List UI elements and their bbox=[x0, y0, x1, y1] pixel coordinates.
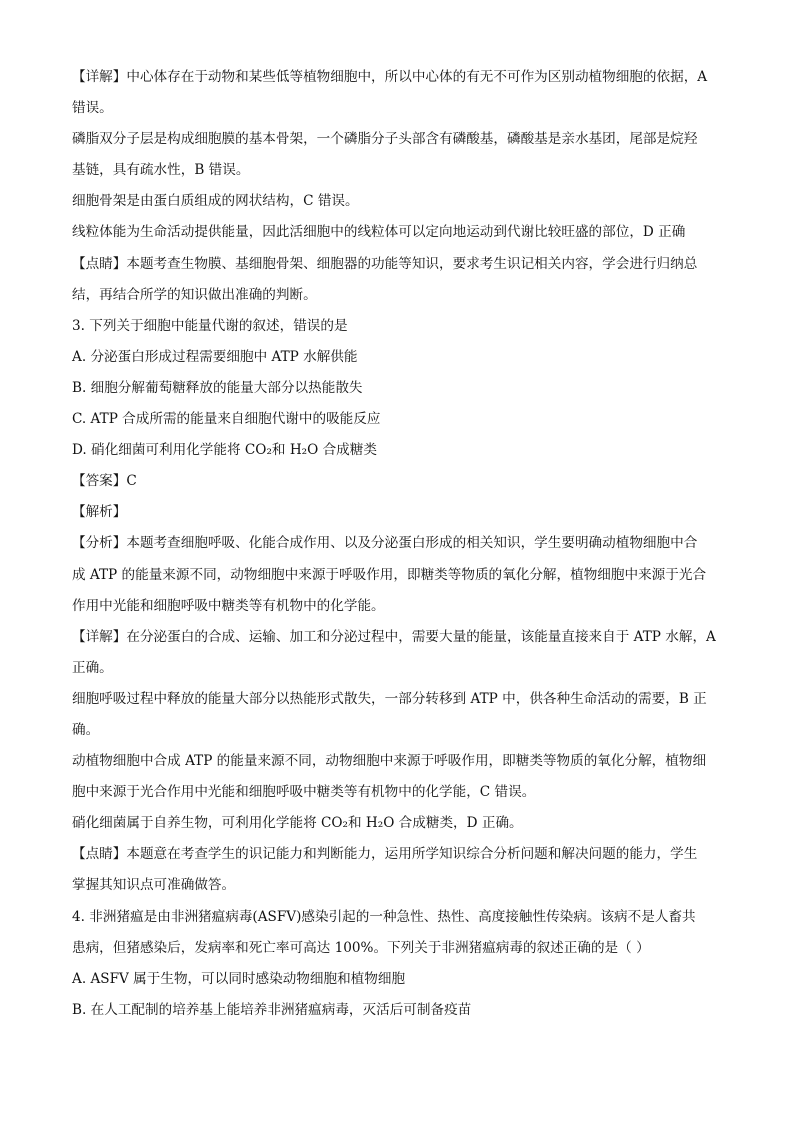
text-line: 作用中光能和细胞呼吸中糖类等有机物中的化学能。 bbox=[72, 597, 385, 614]
question-3-stem: 3. 下列关于细胞中能量代谢的叙述，错误的是 bbox=[72, 317, 348, 334]
text-line: 【点睛】本题考查生物膜、基细胞骨架、细胞器的功能等知识，要求考生识记相关内容，学会进行归纳总 bbox=[72, 255, 698, 272]
question-3-option-b: B. 细胞分解葡萄糖释放的能量大部分以热能散失 bbox=[72, 379, 363, 396]
question-4-stem: 4. 非洲猪瘟是由非洲猪瘟病毒(ASFV)感染引起的一种急性、热性、高度接触性传染病。该病不是人畜共 bbox=[72, 908, 696, 925]
text-line: 硝化细菌属于自养生物，可利用化学能将 CO₂和 H₂O 合成糖类，D 正确。 bbox=[72, 815, 523, 832]
text-line: 胞中来源于光合作用中光能和细胞呼吸中糖类等有机物中的化学能，C 错误。 bbox=[72, 784, 536, 801]
text-line: 【详解】中心体存在于动物和某些低等植物细胞中，所以中心体的有无不可作为区别动植物细胞的依据，A bbox=[72, 69, 708, 85]
text-line: 动植物细胞中合成 ATP 的能量来源不同，动物细胞中来源于呼吸作用，即糖类等物质的氧化分解，植物细 bbox=[72, 753, 707, 770]
text-line: 掌握其知识点可准确做答。 bbox=[72, 877, 236, 894]
question-3-option-d: D. 硝化细菌可利用化学能将 CO₂和 H₂O 合成糖类 bbox=[72, 442, 377, 459]
text-line: 【详解】在分泌蛋白的合成、运输、加工和分泌过程中，需要大量的能量，该能量直接来自于 ATP 水解，A bbox=[72, 628, 716, 645]
text-line: 【点睛】本题意在考查学生的识记能力和判断能力，运用所学知识综合分析问题和解决问题的能力，学生 bbox=[72, 846, 698, 863]
text-line: 线粒体能为生命活动提供能量，因此活细胞中的线粒体可以定向地运动到代谢比较旺盛的部位，D 正确 bbox=[72, 224, 686, 241]
answer-label: 【答案】C bbox=[72, 473, 137, 490]
question-3-option-c: C. ATP 合成所需的能量来自细胞代谢中的吸能反应 bbox=[72, 411, 381, 428]
text-line: 成 ATP 的能量来源不同，动物细胞中来源于呼吸作用，即糖类等物质的氧化分解，植物细胞中来源于光合 bbox=[72, 566, 707, 583]
text-line: 细胞骨架是由蛋白质组成的网状结构，C 错误。 bbox=[72, 193, 359, 210]
text-line: 错误。 bbox=[72, 100, 113, 117]
text-line: 确。 bbox=[72, 721, 100, 738]
question-4-stem-cont: 患病，但猪感染后，发病率和死亡率可高达 100%。下列关于非洲猪瘟病毒的叙述正确的是（ ） bbox=[72, 939, 650, 956]
question-4-option-a: A. ASFV 属于生物，可以同时感染动物细胞和植物细胞 bbox=[72, 970, 406, 987]
text-line: 结，再结合所学的知识做出准确的判断。 bbox=[72, 286, 317, 303]
text-line: 正确。 bbox=[72, 659, 113, 676]
text-line: 磷脂双分子层是构成细胞膜的基本骨架，一个磷脂分子头部含有磷酸基，磷酸基是亲水基团，尾部是烷羟 bbox=[72, 131, 698, 148]
question-4-option-b: B. 在人工配制的培养基上能培养非洲猪瘟病毒，灭活后可制备疫苗 bbox=[72, 1001, 472, 1018]
document-page bbox=[72, 62, 722, 1026]
text-line: 细胞呼吸过程中释放的能量大部分以热能形式散失，一部分转移到 ATP 中，供各种生命活动的需要，B 正 bbox=[72, 690, 707, 707]
text-line: 基链，具有疏水性，B 错误。 bbox=[72, 162, 250, 179]
text-line: 【分析】本题考查细胞呼吸、化能合成作用、以及分泌蛋白形成的相关知识，学生要明确动植物细胞中合 bbox=[72, 535, 698, 552]
question-3-option-a: A. 分泌蛋白形成过程需要细胞中 ATP 水解供能 bbox=[72, 348, 358, 365]
analysis-label: 【解析】 bbox=[72, 504, 127, 521]
